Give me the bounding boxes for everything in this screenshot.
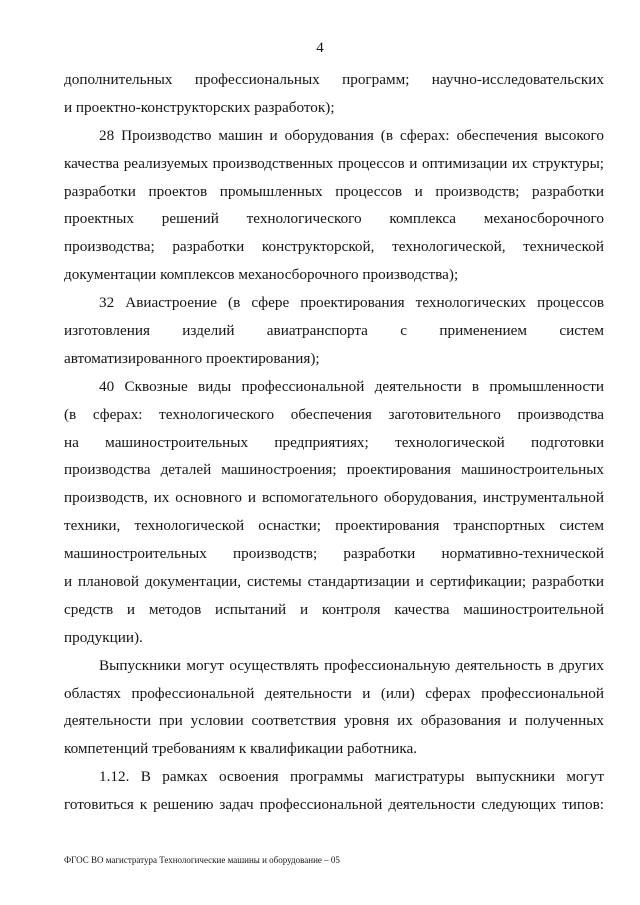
text-line: техники, технологической оснастки; проектирования транспортных систем	[64, 517, 604, 535]
text-line: областях профессиональной деятельности и (или) сферах профессиональной	[64, 684, 604, 702]
text-line: машиностроительных производств; разработки нормативно-технической	[64, 545, 604, 563]
text-line: и плановой документации, системы стандартизации и сертификации; разработки	[64, 573, 604, 591]
text-line: изготовления изделий авиатранспорта с применением систем	[64, 322, 604, 340]
text-line: средств и методов испытаний и контроля качества машиностроительной	[64, 600, 604, 618]
text-line: 28 Производство машин и оборудования (в сферах: обеспечения высокого	[99, 126, 604, 144]
text-line: продукции).	[64, 628, 143, 646]
text-line: компетенций требованиям к квалификации работника.	[64, 740, 418, 758]
text-line: 32 Авиастроение (в сфере проектирования технологических процессов	[99, 294, 604, 312]
text-line: 40 Сквозные виды профессиональной деятельности в промышленности	[99, 377, 604, 395]
text-line: проектных решений технологического комплекса механосборочного	[64, 210, 604, 228]
text-line: (в сферах: технологического обеспечения заготовительного производства	[64, 405, 604, 423]
text-line: 1.12. В рамках освоения программы магистратуры выпускники могут	[99, 768, 604, 786]
body-text	[64, 66, 604, 819]
text-line: производства деталей машиностроения; проектирования машиностроительных	[64, 461, 604, 479]
text-line: готовиться к решению задач профессиональной деятельности следующих типов:	[64, 796, 604, 814]
page-number: 4	[316, 40, 324, 56]
text-line: и проектно-конструкторских разработок);	[64, 98, 335, 116]
text-line: деятельности при условии соответствия уровня их образования и полученных	[64, 712, 604, 730]
text-line: на машиностроительных предприятиях; технологической подготовки	[64, 433, 604, 451]
text-line: разработки проектов промышленных процессов и производств; разработки	[64, 182, 604, 200]
text-line: качества реализуемых производственных процессов и оптимизации их структуры;	[64, 154, 604, 172]
text-line: Выпускники могут осуществлять профессиональную деятельность в других	[99, 656, 604, 674]
text-line: дополнительных профессиональных программ; научно-исследовательских	[64, 71, 604, 88]
page-footer: ФГОС ВО магистратура Технологические машины и оборудование – 05	[64, 855, 340, 865]
text-line: производства; разработки конструкторской, технологической, технической	[64, 238, 604, 256]
text-line: документации комплексов механосборочного производства);	[64, 266, 459, 284]
text-line: автоматизированного проектирования);	[64, 349, 320, 367]
text-line: производств, их основного и вспомогательного оборудования, инструментальной	[64, 489, 604, 507]
